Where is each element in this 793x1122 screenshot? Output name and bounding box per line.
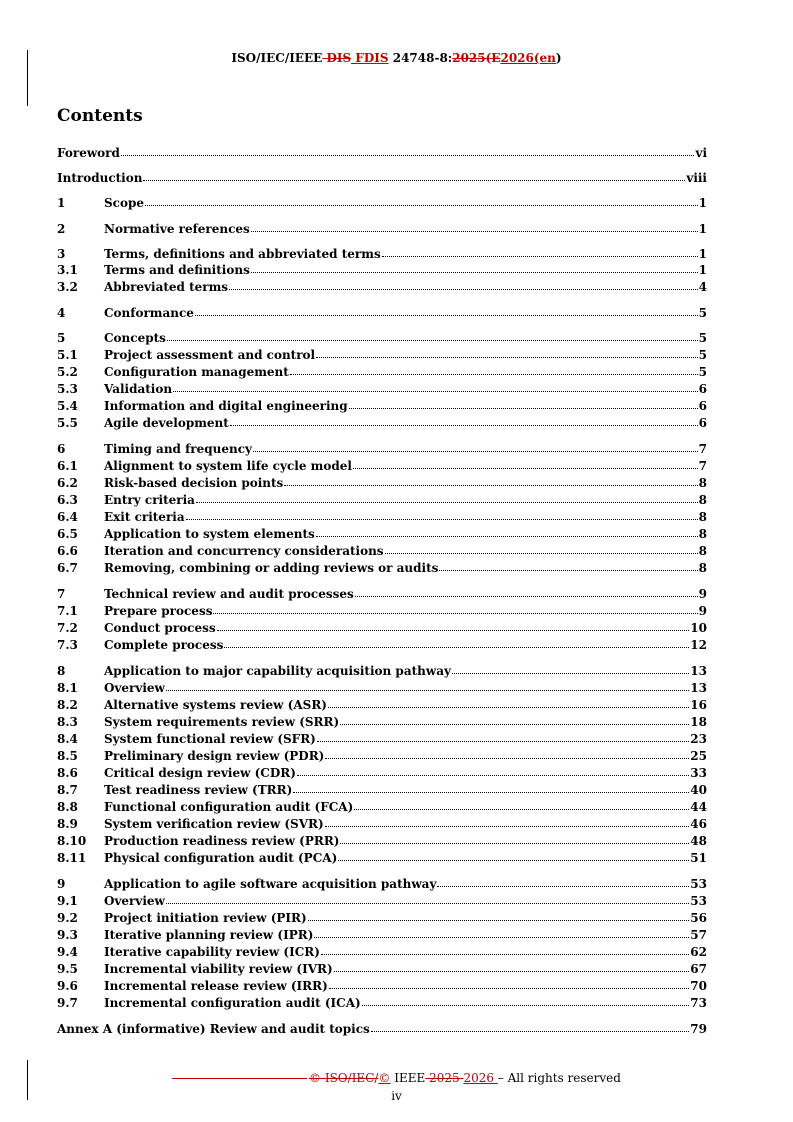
toc-entry-number: Introduction: [57, 171, 143, 185]
toc-entry-number: 9.6: [57, 979, 78, 993]
toc-entry[interactable]: [57, 382, 707, 397]
toc-leader-dots: [385, 543, 698, 554]
toc-entry-label: Overview: [104, 681, 165, 695]
toc-entry-label: Incremental release review (IRR): [104, 979, 328, 993]
toc-entry-page: 7: [698, 459, 707, 473]
document-header: [0, 51, 793, 65]
toc-entry[interactable]: [57, 561, 707, 576]
toc-entry[interactable]: [57, 715, 707, 730]
toc-entry[interactable]: [57, 331, 707, 346]
toc-entry-label: Application to agile software acquisition pathway: [104, 877, 437, 891]
toc-entry-page: 53: [690, 894, 707, 908]
toc-entry-number: 9.1: [57, 894, 78, 908]
toc-leader-dots: [167, 330, 698, 341]
toc-entry-label: Iterative capability review (ICR): [104, 945, 320, 959]
toc-entry-number: 5.1: [57, 348, 78, 362]
toc-entry[interactable]: [57, 851, 707, 866]
toc-entry-label: System functional review (SFR): [104, 732, 316, 746]
toc-entry[interactable]: [57, 749, 707, 764]
toc-entry-page: 7: [698, 442, 707, 456]
toc-entry[interactable]: [57, 894, 707, 909]
toc-leader-dots: [143, 170, 685, 181]
toc-entry-page: 5: [698, 331, 707, 345]
toc-entry-label: Entry criteria: [104, 493, 195, 507]
toc-entry[interactable]: [57, 621, 707, 636]
footer-inserted-year: 2026: [463, 1071, 498, 1085]
toc-entry-label: Preliminary design review (PDR): [104, 749, 325, 763]
toc-leader-dots: [173, 381, 698, 392]
toc-entry-number: 7.2: [57, 621, 78, 635]
toc-entry-page: 6: [698, 416, 707, 430]
toc-entry-label: Iteration and concurrency considerations: [104, 544, 384, 558]
toc-entry-page: 48: [690, 834, 707, 848]
toc-entry-number: 1: [57, 196, 66, 210]
toc-entry-page: 62: [690, 945, 707, 959]
toc-entry-number: 5.2: [57, 365, 78, 379]
toc-entry[interactable]: [57, 247, 707, 262]
toc-leader-dots: [371, 1021, 690, 1032]
toc-entry-label: Functional configuration audit (FCA): [104, 800, 354, 814]
toc-entry-page: 1: [698, 196, 707, 210]
toc-entry-label: Complete process: [104, 638, 224, 652]
toc-entry-number: 9.2: [57, 911, 78, 925]
toc-entry[interactable]: [57, 459, 707, 474]
toc-entry-page: 8: [698, 493, 707, 507]
toc-leader-dots: [321, 944, 689, 955]
toc-entry-page: 56: [690, 911, 707, 925]
toc-leader-dots: [166, 893, 689, 904]
toc-entry-label: Abbreviated terms: [104, 280, 229, 294]
toc-entry[interactable]: [57, 544, 707, 559]
toc-entry-page: 6: [698, 399, 707, 413]
toc-entry-page: 6: [698, 382, 707, 396]
toc-entry[interactable]: [57, 416, 707, 431]
toc-entry-number: 8.2: [57, 698, 78, 712]
toc-entry-label: Iterative planning review (IPR): [104, 928, 314, 942]
toc-entry-label: Project initiation review (PIR): [104, 911, 307, 925]
toc-entry[interactable]: [57, 800, 707, 815]
toc-entry-page: 5: [698, 306, 707, 320]
toc-leader-dots: [439, 560, 697, 571]
toc-entry-page: 79: [690, 1022, 707, 1036]
header-prefix: ISO/IEC/IEEE: [231, 51, 323, 65]
toc-leader-dots: [196, 492, 698, 503]
footer-inserted-copyright: ©: [378, 1071, 391, 1085]
toc-entry-number: 7.3: [57, 638, 78, 652]
toc-entry-page: 40: [690, 783, 707, 797]
footer-deleted-year: 2025: [425, 1071, 464, 1085]
toc-leader-dots: [382, 246, 698, 257]
footer-deleted-copyright: © ISO/IEC/: [309, 1071, 379, 1085]
toc-entry-page: viii: [686, 171, 707, 185]
toc-entry-label: Concepts: [104, 331, 166, 345]
toc-entry-number: 8.3: [57, 715, 78, 729]
toc-entry[interactable]: [57, 732, 707, 747]
footer-deleted-rule: [172, 1078, 307, 1079]
toc-entry-page: 25: [690, 749, 707, 763]
toc-entry[interactable]: [57, 476, 707, 491]
toc-leader-dots: [308, 910, 690, 921]
toc-entry[interactable]: [57, 817, 707, 832]
footer-ieee: IEEE: [390, 1071, 426, 1085]
toc-entry-number: 6.6: [57, 544, 78, 558]
toc-entry-label: Incremental viability review (IVR): [104, 962, 333, 976]
toc-entry-label: Application to major capability acquisition pathway: [104, 664, 451, 678]
toc-entry-number: Annex A (informative) Review and audit topics: [57, 1022, 370, 1036]
toc-entry-label: System requirements review (SRR): [104, 715, 340, 729]
toc-entry-label: Production readiness review (PRR): [104, 834, 340, 848]
toc-leader-dots: [316, 526, 698, 537]
toc-entry-label: Exit criteria: [104, 510, 185, 524]
toc-leader-dots: [317, 731, 689, 742]
toc-entry-number: 7: [57, 587, 66, 601]
toc-entry-page: 53: [690, 877, 707, 891]
toc-entry-page: 1: [698, 263, 707, 277]
toc-leader-dots: [224, 637, 689, 648]
toc-leader-dots: [338, 850, 689, 861]
header-deleted-dis: DIS: [322, 51, 352, 65]
toc-entry-number: 8.6: [57, 766, 78, 780]
toc-entry-label: Conformance: [104, 306, 194, 320]
toc-entry-number: 6.3: [57, 493, 78, 507]
toc-entry[interactable]: [57, 442, 707, 457]
toc-entry[interactable]: [57, 306, 707, 321]
toc-entry-number: 8.1: [57, 681, 78, 695]
toc-entry[interactable]: [57, 196, 707, 211]
toc-leader-dots: [328, 697, 689, 708]
toc-entry-label: Terms, definitions and abbreviated terms: [104, 247, 381, 261]
toc-entry-number: 9.5: [57, 962, 78, 976]
toc-entry-number: 3.2: [57, 280, 78, 294]
toc-entry-label: Technical review and audit processes: [104, 587, 354, 601]
toc-entry-number: 9.3: [57, 928, 78, 942]
toc-entry-number: 3: [57, 247, 66, 261]
toc-leader-dots: [121, 145, 695, 156]
toc-leader-dots: [251, 262, 698, 273]
toc-entry[interactable]: [57, 928, 707, 943]
toc-entry-page: 18: [690, 715, 707, 729]
toc-entry-number: 2: [57, 222, 66, 236]
toc-entry-page: 1: [698, 222, 707, 236]
toc-entry-number: 5.5: [57, 416, 78, 430]
toc-entry-number: 8: [57, 664, 66, 678]
toc-entry-label: Normative references: [104, 222, 250, 236]
header-deleted-year: 2025(E: [452, 51, 501, 65]
toc-entry-page: 8: [698, 527, 707, 541]
toc-entry-number: 5.4: [57, 399, 78, 413]
toc-entry-page: 23: [690, 732, 707, 746]
toc-entry-number: 8.9: [57, 817, 78, 831]
toc-entry-page: 1: [698, 247, 707, 261]
toc-entry-label: Agile development: [104, 416, 229, 430]
toc-leader-dots: [230, 415, 698, 426]
toc-entry-label: Timing and frequency: [104, 442, 252, 456]
toc-entry-page: 5: [698, 365, 707, 379]
toc-leader-dots: [314, 927, 689, 938]
toc-entry-number: 7.1: [57, 604, 78, 618]
toc-entry-page: 57: [690, 928, 707, 942]
toc-entry[interactable]: [57, 146, 707, 161]
toc-entry[interactable]: [57, 399, 707, 414]
toc-entry-page: 4: [698, 280, 707, 294]
toc-entry-label: Application to system elements: [104, 527, 315, 541]
toc-entry[interactable]: [57, 587, 707, 602]
toc-entry-label: Risk-based decision points: [104, 476, 284, 490]
header-standard-number: 24748-8:: [388, 51, 453, 65]
toc-entry-number: 8.5: [57, 749, 78, 763]
toc-entry[interactable]: [57, 510, 707, 525]
toc-entry-page: 9: [698, 587, 707, 601]
toc-entry-label: Physical configuration audit (PCA): [104, 851, 338, 865]
toc-entry[interactable]: [57, 1022, 707, 1037]
toc-entry-page: vi: [695, 146, 707, 160]
toc-entry[interactable]: [57, 280, 707, 295]
toc-leader-dots: [355, 586, 698, 597]
toc-entry-label: Alternative systems review (ASR): [104, 698, 327, 712]
toc-entry[interactable]: [57, 263, 707, 278]
toc-entry[interactable]: [57, 222, 707, 237]
toc-entry-label: Test readiness review (TRR): [104, 783, 293, 797]
toc-leader-dots: [349, 398, 698, 409]
toc-entry-number: 6.5: [57, 527, 78, 541]
toc-entry[interactable]: [57, 945, 707, 960]
toc-leader-dots: [437, 876, 689, 887]
toc-entry[interactable]: [57, 834, 707, 849]
toc-entry-label: Validation: [104, 382, 173, 396]
toc-leader-dots: [213, 603, 697, 614]
toc-entry-page: 9: [698, 604, 707, 618]
toc-entry-number: 9.4: [57, 945, 78, 959]
toc-leader-dots: [325, 816, 690, 827]
toc-entry[interactable]: [57, 962, 707, 977]
toc-entry-page: 8: [698, 544, 707, 558]
toc-entry-number: 6: [57, 442, 66, 456]
toc-leader-dots: [251, 221, 698, 232]
toc-entry-number: 8.11: [57, 851, 87, 865]
toc-entry-label: Overview: [104, 894, 165, 908]
toc-entry-page: 33: [690, 766, 707, 780]
toc-leader-dots: [297, 765, 689, 776]
toc-entry[interactable]: [57, 996, 707, 1011]
toc-leader-dots: [166, 680, 689, 691]
toc-entry-label: Critical design review (CDR): [104, 766, 296, 780]
toc-entry[interactable]: [57, 698, 707, 713]
toc-leader-dots: [340, 833, 689, 844]
toc-entry-page: 5: [698, 348, 707, 362]
toc-entry-label: Project assessment and control: [104, 348, 316, 362]
toc-entry-page: 12: [690, 638, 707, 652]
toc-entry-page: 70: [690, 979, 707, 993]
toc-entry-number: 8.4: [57, 732, 78, 746]
toc-entry-page: 8: [698, 561, 707, 575]
toc-entry[interactable]: [57, 877, 707, 892]
toc-entry[interactable]: [57, 911, 707, 926]
toc-leader-dots: [145, 195, 698, 206]
toc-entry[interactable]: [57, 783, 707, 798]
toc-entry-label: Prepare process: [104, 604, 213, 618]
toc-leader-dots: [354, 799, 689, 810]
toc-leader-dots: [293, 782, 689, 793]
toc-leader-dots: [452, 663, 689, 674]
toc-entry-number: 9.7: [57, 996, 78, 1010]
toc-entry-number: 5.3: [57, 382, 78, 396]
page-title: Contents: [57, 106, 143, 126]
toc-entry-label: Scope: [104, 196, 145, 210]
header-close: ): [555, 51, 562, 65]
toc-entry-label: Configuration management: [104, 365, 289, 379]
toc-leader-dots: [229, 279, 698, 290]
toc-leader-dots: [325, 748, 689, 759]
toc-entry[interactable]: [57, 638, 707, 653]
toc-entry-number: 3.1: [57, 263, 78, 277]
toc-entry-number: 8.8: [57, 800, 78, 814]
toc-entry-page: 13: [690, 664, 707, 678]
toc-entry[interactable]: [57, 348, 707, 363]
toc-entry-page: 44: [690, 800, 707, 814]
toc-entry-number: 6.2: [57, 476, 78, 490]
toc-leader-dots: [362, 995, 690, 1006]
toc-entry-label: Alignment to system life cycle model: [104, 459, 352, 473]
toc-entry-label: Incremental configuration audit (ICA): [104, 996, 361, 1010]
toc-leader-dots: [340, 714, 689, 725]
toc-entry-page: 13: [690, 681, 707, 695]
toc-entry[interactable]: [57, 664, 707, 679]
toc-entry-number: 5: [57, 331, 66, 345]
toc-entry-label: Removing, combining or adding reviews or audits: [104, 561, 439, 575]
toc-entry[interactable]: [57, 766, 707, 781]
toc-leader-dots: [284, 475, 697, 486]
toc-entry[interactable]: [57, 171, 707, 186]
toc-leader-dots: [334, 961, 690, 972]
toc-leader-dots: [290, 364, 698, 375]
toc-leader-dots: [195, 305, 698, 316]
toc-entry[interactable]: [57, 527, 707, 542]
toc-entry-page: 51: [690, 851, 707, 865]
header-inserted-fdis: FDIS: [351, 51, 389, 65]
toc-leader-dots: [316, 347, 698, 358]
toc-entry-page: 46: [690, 817, 707, 831]
toc-leader-dots: [353, 458, 698, 469]
toc-leader-dots: [186, 509, 698, 520]
toc-entry-number: 8.7: [57, 783, 78, 797]
toc-entry[interactable]: [57, 365, 707, 380]
toc-entry-number: 6.7: [57, 561, 78, 575]
toc-entry[interactable]: [57, 681, 707, 696]
toc-entry[interactable]: [57, 979, 707, 994]
toc-entry-page: 16: [690, 698, 707, 712]
toc-leader-dots: [217, 620, 690, 631]
toc-entry-label: System verification review (SVR): [104, 817, 324, 831]
toc-entry-number: 6.4: [57, 510, 78, 524]
toc-entry-label: Information and digital engineering: [104, 399, 348, 413]
toc-entry-label: Terms and definitions: [104, 263, 250, 277]
toc-entry-number: 8.10: [57, 834, 87, 848]
toc-entry-number: Foreword: [57, 146, 120, 160]
toc-entry-page: 8: [698, 476, 707, 490]
toc-entry-page: 8: [698, 510, 707, 524]
footer: [0, 1071, 793, 1085]
toc-entry-label: Conduct process: [104, 621, 216, 635]
toc-entry[interactable]: [57, 604, 707, 619]
toc-entry-page: 73: [690, 996, 707, 1010]
toc-entry[interactable]: [57, 493, 707, 508]
toc-entry-page: 67: [690, 962, 707, 976]
page-number: iv: [391, 1089, 402, 1103]
header-inserted-year: 2026(en: [500, 51, 556, 65]
toc-leader-dots: [253, 441, 698, 452]
toc-entry-number: 4: [57, 306, 66, 320]
toc-entry-number: 6.1: [57, 459, 78, 473]
toc-entry-page: 10: [690, 621, 707, 635]
toc-leader-dots: [329, 978, 690, 989]
toc-entry-number: 9: [57, 877, 66, 891]
footer-rights: – All rights reserved: [497, 1071, 621, 1085]
